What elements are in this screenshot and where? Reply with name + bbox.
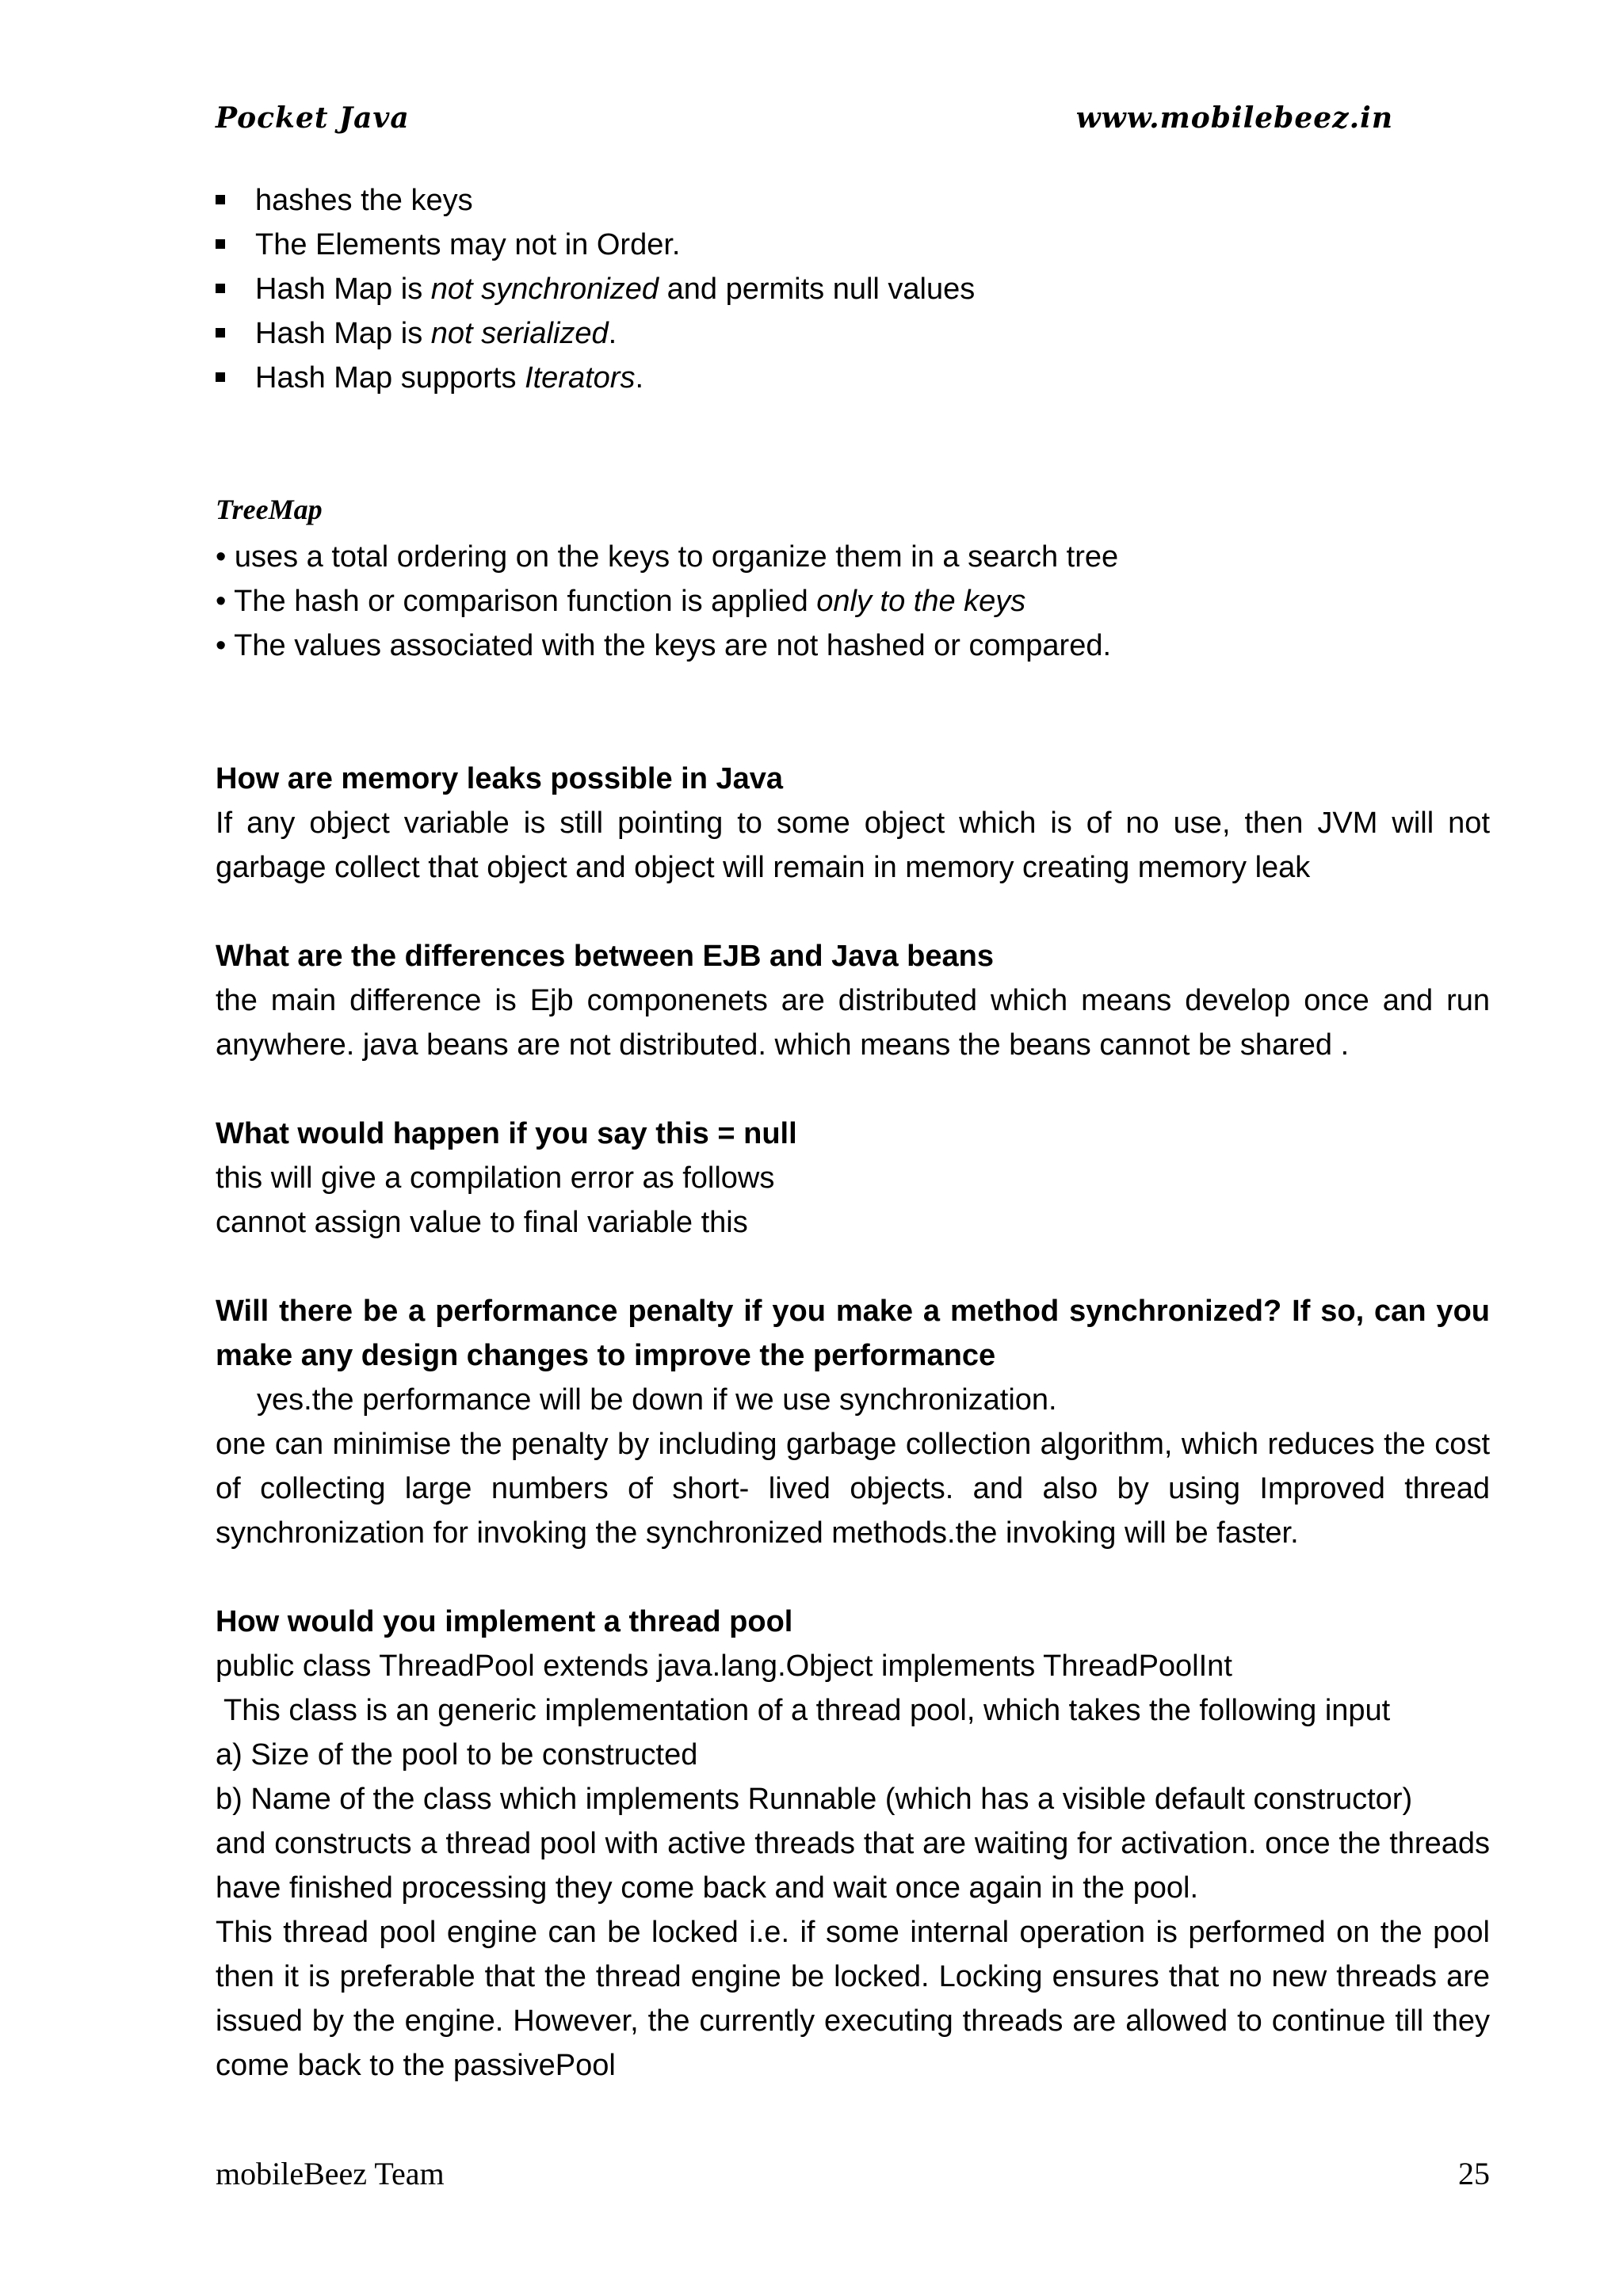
treemap-line: • uses a total ordering on the keys to organize them in a search tree <box>216 540 1119 574</box>
treemap-line: • The values associated with the keys are not hashed or compared. <box>216 629 1112 662</box>
answer-paragraph: and constructs a thread pool with active threads that are waiting for activation. once the threads have finished processing they come back and wait once again in the pool. <box>216 1827 1490 1905</box>
header-title: Pocket Java <box>216 101 410 135</box>
answer-line: public class ThreadPool extends java.lang.Object implements ThreadPoolInt <box>216 1650 1232 1683</box>
answer-line: a) Size of the pool to be constructed <box>216 1738 698 1772</box>
header-website: www.mobilebeez.in <box>1075 101 1393 135</box>
treemap-heading: TreeMap <box>216 494 323 525</box>
question-heading: What would happen if you say this = null <box>216 1117 797 1150</box>
square-bullet-icon <box>216 239 225 249</box>
emphasis-text: not synchronized <box>430 273 659 306</box>
treemap-line: • The hash or comparison function is applied only to the keys <box>216 585 1026 618</box>
square-bullet-icon <box>216 372 225 382</box>
answer-line: b) Name of the class which implements Runnable (which has a visible default constructor) <box>216 1783 1413 1816</box>
emphasis-text: only to the keys <box>816 585 1026 618</box>
page-footer <box>216 2155 1490 2203</box>
answer-line: yes.the performance will be down if we use synchronization. <box>257 1383 1057 1417</box>
answer-paragraph: This thread pool engine can be locked i.e. if some internal operation is performed on the pool then it is preferable that the thread engine be locked. Locking ensures that no new threads are issued by the engine. However, the currently executing threads are allowed to continue till they come back to the passivePool <box>216 1916 1490 2082</box>
answer-paragraph: one can minimise the penalty by including garbage collection algorithm, which reduces the cost of collecting large numbers of short- lived objects. and also by using Improved thread synchronization for invoking the synchronized methods.the invoking will be faster. <box>216 1428 1490 1550</box>
answer-line: cannot assign value to final variable this <box>216 1206 748 1239</box>
list-item: Hash Map is not serialized. <box>216 311 1490 356</box>
emphasis-text: not serialized <box>430 317 609 350</box>
answer-paragraph: the main difference is Ejb componenets are distributed which means develop once and run anywhere. java beans are not distributed. which means the beans cannot be shared . <box>216 984 1490 1062</box>
answer-paragraph: If any object variable is still pointing to some object which is of no use, then JVM will not garbage collect that object and object will remain in memory creating memory leak <box>216 807 1490 884</box>
question-heading: How are memory leaks possible in Java <box>216 762 784 795</box>
page-content <box>216 178 1490 2088</box>
page-number: 25 <box>1458 2156 1490 2191</box>
hashmap-bullet-list <box>216 178 1490 400</box>
square-bullet-icon <box>216 284 225 293</box>
square-bullet-icon <box>216 328 225 338</box>
footer-team: mobileBeez Team <box>216 2156 445 2191</box>
answer-line: This class is an generic implementation of a thread pool, which takes the following input <box>223 1694 1391 1727</box>
question-heading: What are the differences between EJB and Java beans <box>216 940 995 973</box>
list-item: Hash Map is not synchronized and permits null values <box>216 267 1490 311</box>
emphasis-text: Iterators <box>525 361 636 395</box>
page-header <box>216 101 1393 149</box>
answer-line: this will give a compilation error as follows <box>216 1161 775 1195</box>
question-heading: How would you implement a thread pool <box>216 1605 793 1638</box>
list-item: The Elements may not in Order. <box>216 223 1490 267</box>
square-bullet-icon <box>216 195 225 204</box>
list-item: Hash Map supports Iterators. <box>216 356 1490 400</box>
question-heading: Will there be a performance penalty if you make a method synchronized? If so, can you make any design changes to improve the performance <box>216 1295 1490 1372</box>
list-item: hashes the keys <box>216 178 1490 223</box>
